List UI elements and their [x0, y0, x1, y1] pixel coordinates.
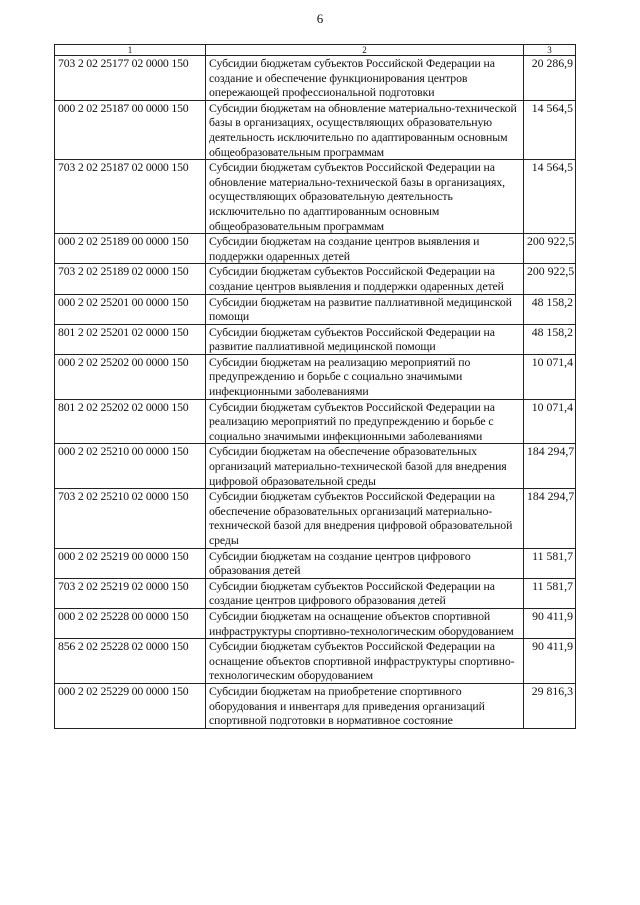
table-row — [55, 294, 576, 324]
amount-cell: 184 294,7 — [524, 444, 576, 489]
amount-cell: 200 922,5 — [524, 234, 576, 264]
column-header-amount: 3 — [524, 45, 576, 56]
budget-code-cell: 000 2 02 25189 00 0000 150 — [55, 234, 206, 264]
amount-cell: 90 411,9 — [524, 608, 576, 638]
subsidy-name-cell: Субсидии бюджетам на приобретение спортивного оборудования и инвентаря для приведения организаций спортивной подготовки в нормативное состояние — [206, 683, 524, 728]
subsidy-name-cell: Субсидии бюджетам субъектов Российской Федерации на обеспечение образовательных организаций материально-технической базой для внедрения цифровой образовательной среды — [206, 489, 524, 548]
column-header-name: 2 — [206, 45, 524, 56]
subsidy-name-cell: Субсидии бюджетам на создание центров цифрового образования детей — [206, 548, 524, 578]
budget-code-cell: 000 2 02 25219 00 0000 150 — [55, 548, 206, 578]
budget-code-cell: 703 2 02 25177 02 0000 150 — [55, 56, 206, 101]
budget-code-cell: 000 2 02 25187 00 0000 150 — [55, 100, 206, 159]
budget-table — [54, 44, 576, 729]
table-header-row — [55, 45, 576, 56]
amount-cell: 11 581,7 — [524, 578, 576, 608]
amount-cell: 48 158,2 — [524, 324, 576, 354]
budget-code-cell: 000 2 02 25202 00 0000 150 — [55, 354, 206, 399]
subsidy-name-cell: Субсидии бюджетам на оснащение объектов спортивной инфраструктуры спортивно-технологическим оборудованием — [206, 608, 524, 638]
table-row — [55, 354, 576, 399]
table-row — [55, 639, 576, 684]
amount-cell: 20 286,9 — [524, 56, 576, 101]
subsidy-name-cell: Субсидии бюджетам субъектов Российской Федерации на развитие паллиативной медицинской помощи — [206, 324, 524, 354]
table-row — [55, 324, 576, 354]
subsidy-name-cell: Субсидии бюджетам на создание центров выявления и поддержки одаренных детей — [206, 234, 524, 264]
amount-cell: 90 411,9 — [524, 639, 576, 684]
amount-cell: 29 816,3 — [524, 683, 576, 728]
budget-code-cell: 703 2 02 25189 02 0000 150 — [55, 264, 206, 294]
budget-code-cell: 801 2 02 25201 02 0000 150 — [55, 324, 206, 354]
table-row — [55, 548, 576, 578]
amount-cell: 14 564,5 — [524, 100, 576, 159]
table-row — [55, 56, 576, 101]
subsidy-name-cell: Субсидии бюджетам субъектов Российской Федерации на обновление материально-технической базы в организациях, осуществляющих образовательную деятельность исключительно по адаптированным основным общеобразовательным программам — [206, 160, 524, 234]
subsidy-name-cell: Субсидии бюджетам субъектов Российской Федерации на оснащение объектов спортивной инфраструктуры спортивно-технологическим оборудованием — [206, 639, 524, 684]
budget-code-cell: 000 2 02 25228 00 0000 150 — [55, 608, 206, 638]
table-row — [55, 234, 576, 264]
page-number: 6 — [316, 11, 324, 26]
budget-code-cell: 801 2 02 25202 02 0000 150 — [55, 399, 206, 444]
table-row — [55, 444, 576, 489]
budget-code-cell: 000 2 02 25229 00 0000 150 — [55, 683, 206, 728]
table-row — [55, 683, 576, 728]
subsidy-name-cell: Субсидии бюджетам на развитие паллиативной медицинской помощи — [206, 294, 524, 324]
table-row — [55, 160, 576, 234]
table-row — [55, 608, 576, 638]
budget-code-cell: 000 2 02 25201 00 0000 150 — [55, 294, 206, 324]
column-header-code: 1 — [55, 45, 206, 56]
budget-code-cell: 856 2 02 25228 02 0000 150 — [55, 639, 206, 684]
subsidy-name-cell: Субсидии бюджетам на обновление материально-технической базы в организациях, осуществляющих образовательную деятельность исключительно по адаптированным основным общеобразовательным программам — [206, 100, 524, 159]
subsidy-name-cell: Субсидии бюджетам субъектов Российской Федерации на создание центров выявления и поддержки одаренных детей — [206, 264, 524, 294]
amount-cell: 11 581,7 — [524, 548, 576, 578]
budget-code-cell: 000 2 02 25210 00 0000 150 — [55, 444, 206, 489]
amount-cell: 14 564,5 — [524, 160, 576, 234]
subsidy-name-cell: Субсидии бюджетам субъектов Российской Федерации на создание и обеспечение функционирования центров опережающей профессиональной подготовки — [206, 56, 524, 101]
table-row — [55, 578, 576, 608]
subsidy-name-cell: Субсидии бюджетам на реализацию мероприятий по предупреждению и борьбе с социально значимыми инфекционными заболеваниями — [206, 354, 524, 399]
subsidy-name-cell: Субсидии бюджетам на обеспечение образовательных организаций материально-технической базой для внедрения цифровой образовательной среды — [206, 444, 524, 489]
amount-cell: 10 071,4 — [524, 399, 576, 444]
subsidy-name-cell: Субсидии бюджетам субъектов Российской Федерации на создание центров цифрового образования детей — [206, 578, 524, 608]
table-row — [55, 399, 576, 444]
amount-cell: 200 922,5 — [524, 264, 576, 294]
budget-code-cell: 703 2 02 25210 02 0000 150 — [55, 489, 206, 548]
budget-code-cell: 703 2 02 25187 02 0000 150 — [55, 160, 206, 234]
amount-cell: 10 071,4 — [524, 354, 576, 399]
budget-code-cell: 703 2 02 25219 02 0000 150 — [55, 578, 206, 608]
table-row — [55, 264, 576, 294]
amount-cell: 184 294,7 — [524, 489, 576, 548]
table-row — [55, 100, 576, 159]
subsidy-name-cell: Субсидии бюджетам субъектов Российской Федерации на реализацию мероприятий по предупреждению и борьбе с социально значимыми инфекционными заболеваниями — [206, 399, 524, 444]
table-row — [55, 489, 576, 548]
amount-cell: 48 158,2 — [524, 294, 576, 324]
